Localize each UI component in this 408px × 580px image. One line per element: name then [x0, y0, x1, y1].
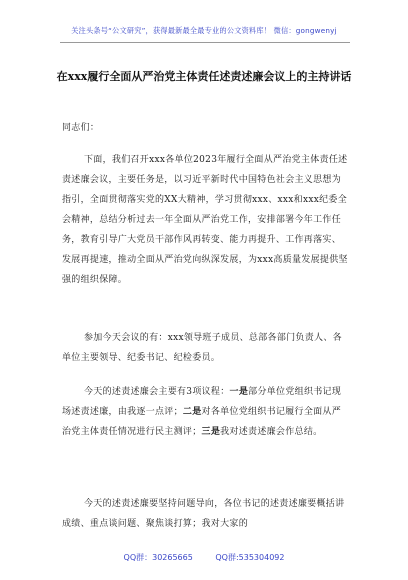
header-divider	[60, 42, 350, 43]
paragraph-agenda	[62, 382, 348, 442]
header-banner: 关注头条号“公文研究”，获得最新最全最专业的公文资料库！ 微信：gongwenyj	[71, 26, 337, 35]
agenda-item1-text: 部分单位党组织书记现场述责述廉，由我逐一点评；	[62, 387, 342, 417]
agenda-item3-label: 三是	[201, 427, 221, 437]
agenda-item1-label: 一是	[229, 387, 249, 397]
footer-qq-groups	[0, 552, 408, 563]
paragraph-opening: 下面，我们召开xxx各单位2023年履行全面从严治党主体责任述责述廉会议，主要任务是，以习近平新时代中国特色社会主义思想为指引，全面贯彻落实党的XX大精神，学习贯彻xxx、xxx和xxx纪委全会精神，总结分析过去一年全面从严治党工作，安排部署今年工作任务，教育引导广大党员干部作风再转变、能力再提升、工作再落实、发展再提速，推动全面从严治党向纵深发展，为xxx高质量发展提供坚强的组织保障。	[62, 155, 348, 285]
agenda-item2-text: 对各单位党组织书记履行全面从严治党主体责任情况进行民主测评；	[62, 407, 342, 437]
agenda-lead: 今天的述责述廉会主要有3项议程：	[84, 387, 230, 397]
paragraph-requirements: 今天的述责述廉要坚持问题导向，各位书记的述责述廉要概括讲成绩、重点谈问题、聚焦谈打算；我对大家的	[62, 499, 345, 529]
salutation: 同志们：	[62, 123, 100, 133]
paragraph-attendees: 参加今天会议的有：xxx领导班子成员、总部各部门负责人、各单位主要领导、纪委书记、纪检委员。	[62, 333, 342, 363]
agenda-item3-text: 我对述责述廉会作总结。	[220, 427, 323, 437]
document-title: 在xxx履行全面从严治党主体责任述责述廉会议上的主持讲话	[56, 70, 352, 83]
agenda-item2-label: 二是	[182, 407, 202, 417]
footer-qq-group-1: QQ群：30265665	[123, 553, 193, 562]
footer-qq-group-2: QQ群:535304092	[215, 553, 285, 562]
